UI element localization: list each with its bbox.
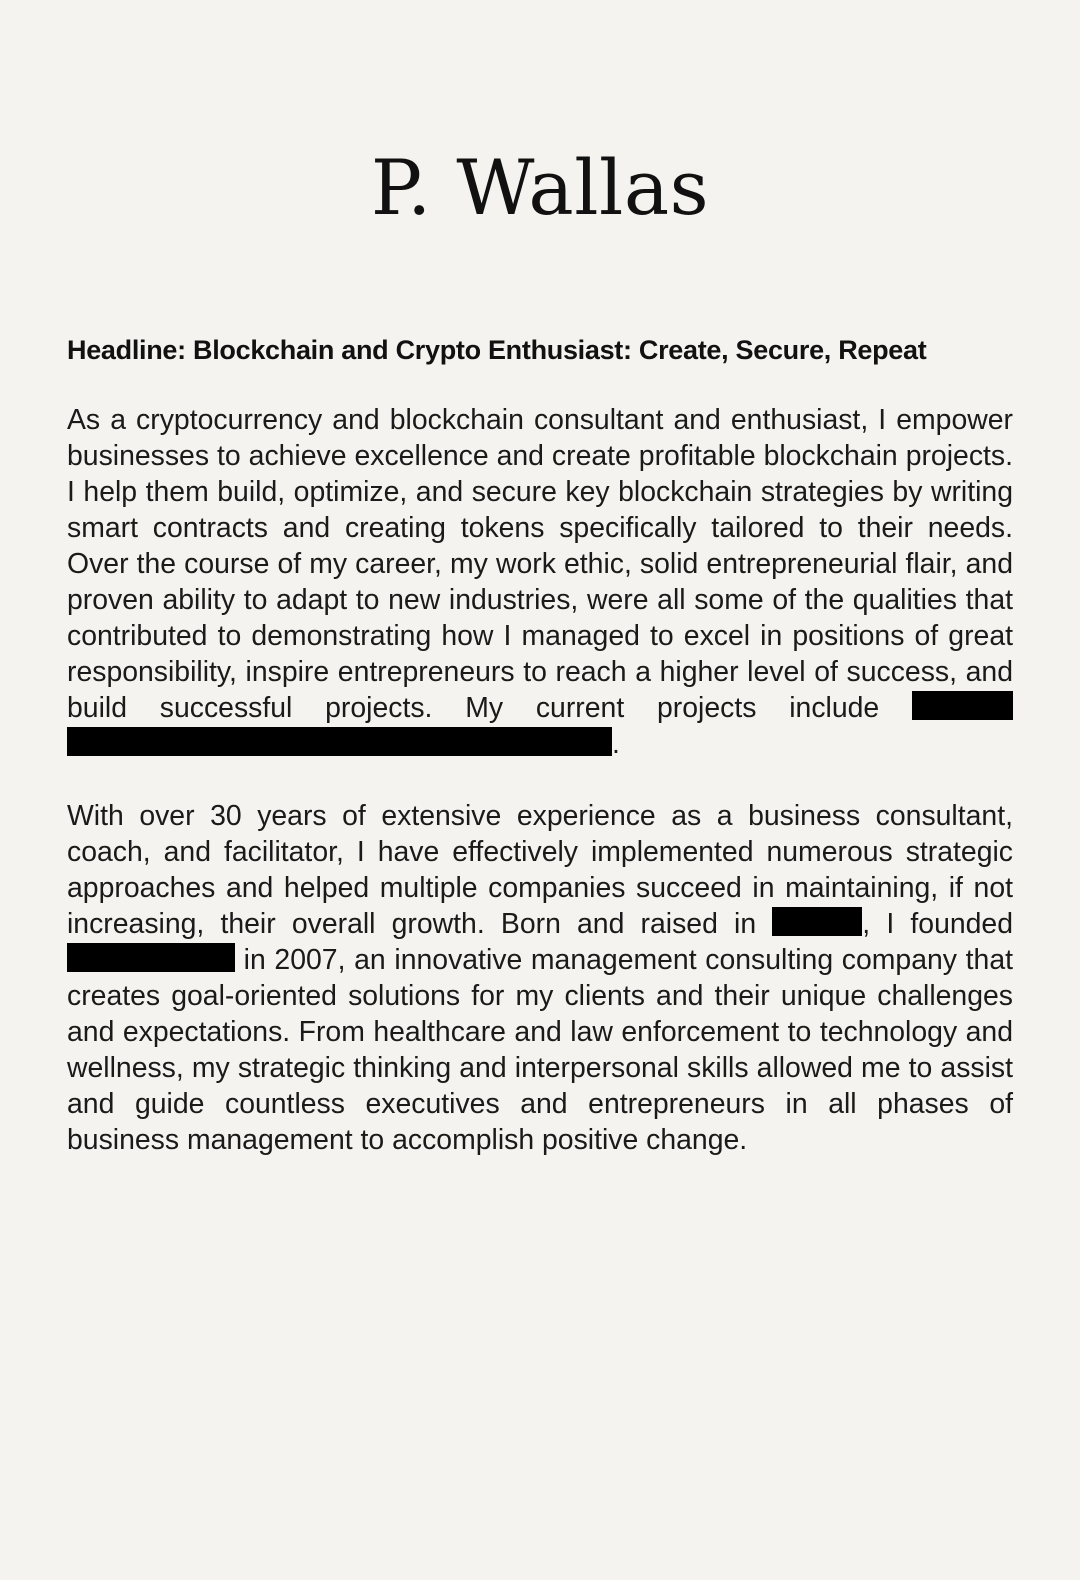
redaction-block [772, 907, 862, 936]
paragraph-1-text: As a cryptocurrency and blockchain consultant and enthusiast, I empower businesses to achieve excellence and create profitable blockchain projects. I help them build, optimize, and secure key blockchain strategies by writing smart contracts and creating tokens specifically tailored to their needs. Over the course of my career, my work ethic, solid entrepreneurial flair, and proven ability to adapt to new industries, were all some of the qualities that contributed to demonstrating how I managed to excel in positions of great responsibility, inspire entrepreneurs to reach a higher level of success, and build successful projects. My current projects include [67, 404, 1013, 724]
paragraph-2-text-part3: in 2007, an innovative management consulting company that creates goal-oriented solutions for my clients and their unique challenges and expectations. From healthcare and law enforcement to technology and wellness, my strategic thinking and interpersonal skills allowed me to assist and guide countless executives and entrepreneurs in all phases of business management to accomplish positive change. [67, 944, 1013, 1156]
paragraph-2-text-part2: , I founded [862, 908, 1014, 940]
redaction-block [67, 727, 612, 756]
paragraph-1 [67, 402, 1013, 762]
paragraph-1-end: . [612, 728, 620, 760]
redaction-block [912, 691, 1013, 720]
headline: Headline: Blockchain and Crypto Enthusiast: Create, Secure, Repeat [67, 335, 927, 365]
paragraph-2 [67, 798, 1013, 1158]
paragraph-2-text-part1: With over 30 years of extensive experience as a business consultant, coach, and facilitator, I have effectively implemented numerous strategic approaches and helped multiple companies succeed in maintaining, if not increasing, their overall growth. Born and raised in [67, 800, 1013, 940]
document-title: P. Wallas [370, 143, 710, 232]
redaction-block [67, 943, 235, 972]
document-body [67, 332, 1013, 1158]
